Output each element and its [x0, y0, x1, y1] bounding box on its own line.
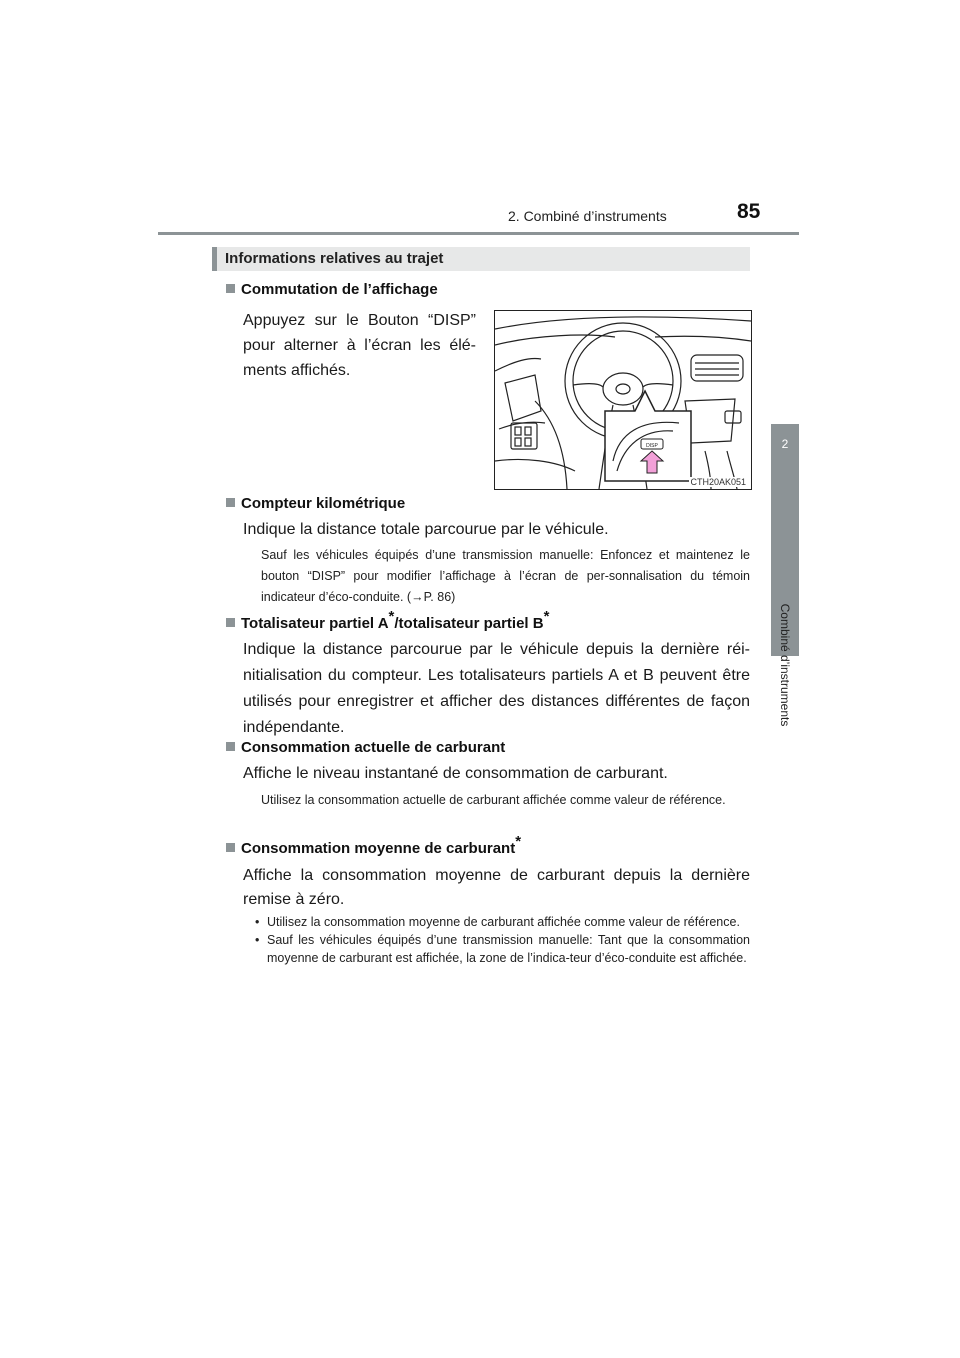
- list-item: • Sauf les véhicules équipés d’une transmission manuelle: Tant que la consommation moyenne de carburant est affichée, la zone de l’indica-teur d’éco-conduite est affichée.: [255, 933, 750, 965]
- square-bullet-icon: [226, 618, 235, 627]
- notes-list-average-consumption: [255, 913, 750, 967]
- square-bullet-icon: [226, 284, 235, 293]
- item-body-trip-meters: Indique la distance parcourue par le véhicule depuis la dernière réi-nitialisation du compteur. Les totalisateurs partiels A et B peuvent être utilisés pour enregistrer et afficher des distances différentes de façon indépendante.: [243, 641, 750, 736]
- item-body-odometer: Indique la distance totale parcourue par le véhicule.: [243, 521, 609, 538]
- section-heading-bar: [212, 247, 750, 271]
- square-bullet-icon: [226, 498, 235, 507]
- item-heading-display-switch: Commutation de l’affichage: [226, 281, 438, 298]
- header-chapter-title: 2. Combiné d’instruments: [508, 208, 667, 224]
- item-note-odometer: Sauf les véhicules équipés d’une transmission manuelle: Enfoncez et maintenez le bouton “DISP” pour modifier l’affichage à l’écran de per-sonnalisation du témoin indicateur d’éco-conduite. (→P. 86): [261, 548, 750, 604]
- item-heading-average-consumption: Consommation moyenne de carburant*: [226, 840, 521, 857]
- asterisk-mark: *: [515, 833, 522, 850]
- steering-wheel-illustration: [494, 310, 752, 490]
- item-body-average-consumption: Affiche la consommation moyenne de carburant depuis la dernière remise à zéro.: [243, 867, 750, 908]
- dashboard-drawing: [495, 311, 751, 489]
- item-body-current-consumption: Affiche le niveau instantané de consommation de carburant.: [243, 765, 668, 782]
- illustration-code: CTH20AK051: [690, 477, 746, 487]
- chapter-side-number: 2: [781, 437, 789, 451]
- asterisk-mark: *: [388, 608, 395, 625]
- header-divider: [158, 232, 799, 235]
- disp-button-label: DISP: [646, 443, 658, 449]
- chapter-side-label: Combiné d’instruments: [778, 603, 792, 727]
- list-item: • Utilisez la consommation moyenne de carburant affichée comme valeur de référence.: [255, 915, 740, 929]
- item-heading-trip-meters: Totalisateur partiel A*/totalisateur partiel B*: [226, 615, 549, 632]
- section-heading-accent: [212, 247, 217, 271]
- page-number: 85: [737, 200, 761, 223]
- item-body-display-switch: Appuyez sur le Bouton “DISP” pour alterner à l’écran les élé-ments affichés.: [243, 312, 476, 379]
- item-heading-current-consumption: Consommation actuelle de carburant: [226, 739, 505, 756]
- section-title: Informations relatives au trajet: [225, 250, 444, 267]
- asterisk-mark: *: [543, 608, 550, 625]
- item-note-current-consumption: Utilisez la consommation actuelle de carburant affichée comme valeur de référence.: [261, 793, 726, 807]
- square-bullet-icon: [226, 742, 235, 751]
- item-heading-odometer: Compteur kilométrique: [226, 495, 405, 512]
- square-bullet-icon: [226, 843, 235, 852]
